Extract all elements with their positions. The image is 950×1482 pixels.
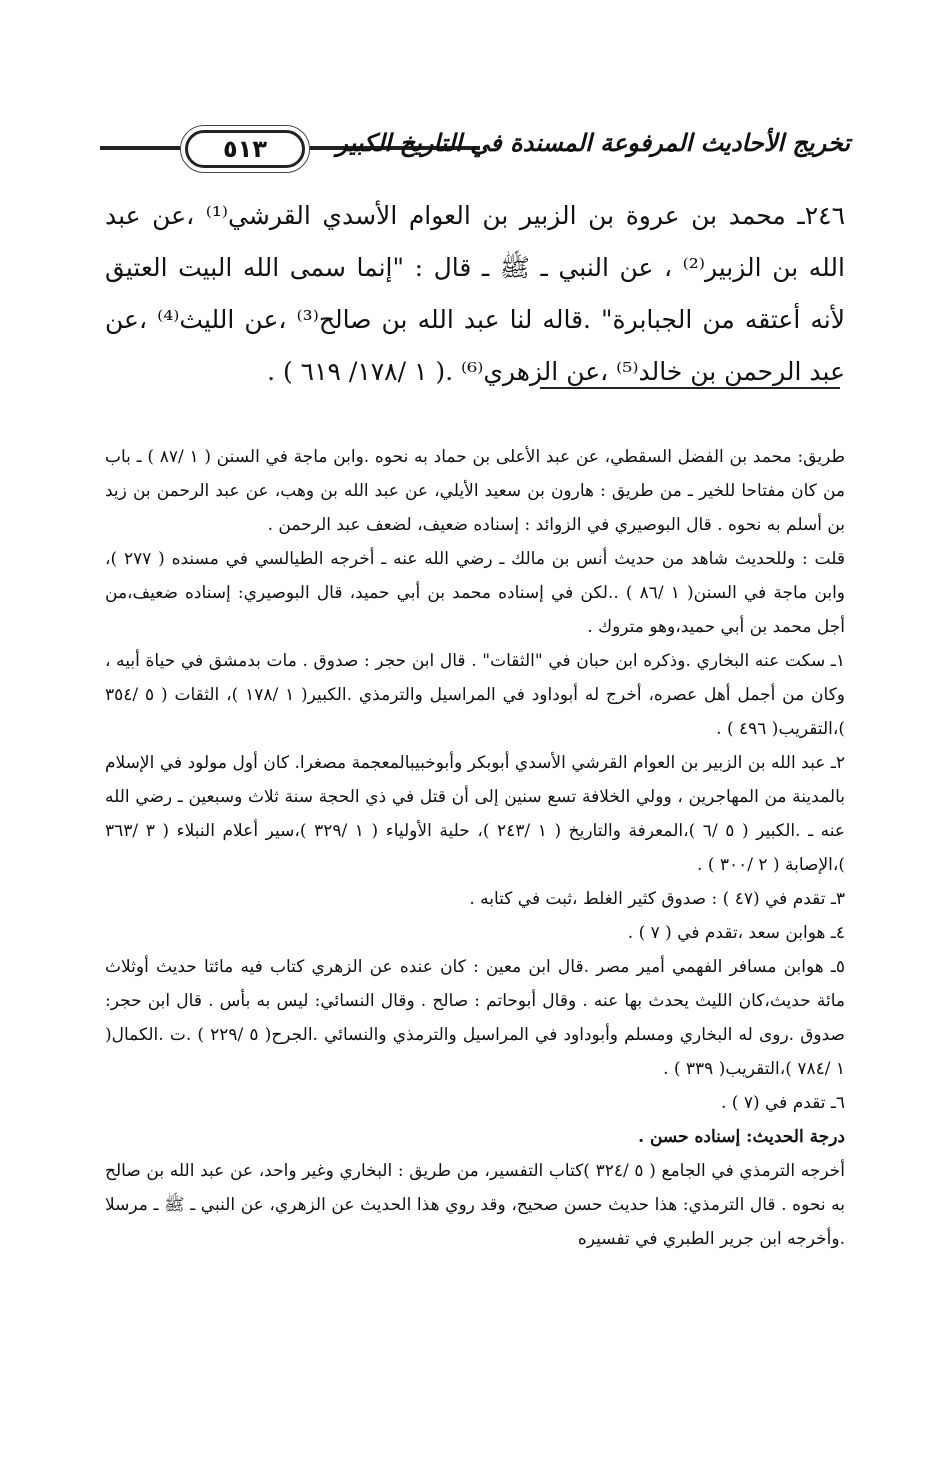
footnote-separator (540, 387, 840, 389)
grade-text: أخرجه الترمذي في الجامع ( ٥ /٣٢٤ )كتاب التفسير، من طريق : البخاري وغير واحد، عن عبد الله بن صالح به نحوه . قال الترمذي: هذا حديث حسن صحيح، وقد روي هذا الحديث عن الزهري، عن النبي ـ ﷺ ـ مرسلا .وأخرجه ابن جرير الطبري في تفسيره (105, 1161, 846, 1249)
hadith-paragraph: ٢٤٦ـ محمد بن عروة بن الزبير بن العوام الأسدي القرشي⁽¹⁾ ،عن عبد الله بن الزبير⁽²⁾ ، عن النبي ـ ﷺ ـ قال : "إنما سمى الله البيت العتيق لأنه أعتقه من الجبابرة" .قاله لنا عبد الله بن صالح⁽³⁾ ،عن الليث⁽⁴⁾ ،عن عبد الرحمن بن خالد⁽⁵⁾ ،عن الزهري⁽⁶⁾ .( ١ /١٧٨/ ٦١٩ ) . (105, 201, 846, 386)
running-title: تخريج الأحاديث المرفوعة المسندة في التاريخ الكبير (336, 128, 850, 157)
footnote-2: ٢ـ عبد الله بن الزبير بن العوام القرشي الأسدي أبوبكر وأبوخبيبالمعجمة مصغرا. كان أول مولود في الإسلام بالمدينة من المهاجرين ، وولي الخلافة تسع سنين إلى أن قتل في ذي الحجة سنة ثلاث وسبعين ـ رضي الله عنه ـ .الكبير ( ٥ /٦ )،المعرفة والتاريخ ( ١ /٢٤٣ )، حلية الأولياء ( ١ /٣٢٩ )،سير أعلام النبلاء ( ٣ /٣٦٣ )،الإصابة ( ٢ /٣٠٠ ) . (105, 753, 846, 875)
footnote-4: ٤ـ هوابن سعد ،تقدم في ( ٧ ) . (627, 923, 845, 943)
footnote-5: ٥ـ هوابن مسافر الفهمي أمير مصر .قال ابن معين : كان عنده عن الزهري كتاب فيه مائتا حديث أوثلاث مائة حديث،كان الليث يحدث بها عنه . وقال أبوحاتم : صالح . وقال النسائي: ليس به بأس . قال ابن حجر: صدوق .روى له البخاري ومسلم وأبوداود في المراسيل والترمذي والنسائي .الجرح( ٥ /٢٢٩ ) .ت .الكمال( ١ /٧٨٤ )،التقريب( ٣٣٩ ) . (105, 957, 845, 1079)
footnote-1: ١ـ سكت عنه البخاري .وذكره ابن حبان في "الثقات" . قال ابن حجر : صدوق . مات بدمشق في حياة أبيه ، وكان من أجمل أهل عصره، أخرج له أبوداود في المراسيل والترمذي .الكبير( ١ /١٧٨ )، الثقات ( ٥ /٣٥٤ )،التقريب( ٤٩٦ ) . (105, 651, 845, 739)
header-rule-left (100, 146, 180, 150)
main-text (105, 190, 845, 398)
footnote-3: ٣ـ تقدم في (٤٧ ) : صدوق كثير الغلط ،ثبت في كتابه . (469, 889, 845, 909)
footnote-6: ٦ـ تقدم في (٧ ) . (720, 1093, 845, 1113)
footnote-intro-1: طريق: محمد بن الفضل السقطي، عن عبد الأعلى بن حماد به نحوه .وابن ماجة في السنن ( ١ /٨٧ ) ـ باب من كان مفتاحا للخير ـ من طريق : هارون بن سعيد الأيلي، عن عبد الله بن وهب، عن عبد الرحمن بن زيد بن أسلم به نحوه . قال البوصيري في الزوائد : إسناده ضعيف، لضعف عبد الرحمن . (105, 447, 845, 535)
footnote-intro-2: قلت : وللحديث شاهد من حديث أنس بن مالك ـ رضي الله عنه ـ أخرجه الطيالسي في مسنده ( ٢٧٧ )، وابن ماجة في السنن( ١ /٨٦ ) ..لكن في إسناده محمد بن أبي حميد، قال البوصيري: إسناده ضعيف،من أجل محمد بن أبي حميد،وهو متروك . (105, 549, 845, 637)
page-number: ٥١٣ (185, 130, 305, 168)
grade-label: درجة الحديث: إسناده حسن . (638, 1127, 845, 1147)
page-header (100, 120, 850, 178)
footnotes (105, 440, 845, 1256)
